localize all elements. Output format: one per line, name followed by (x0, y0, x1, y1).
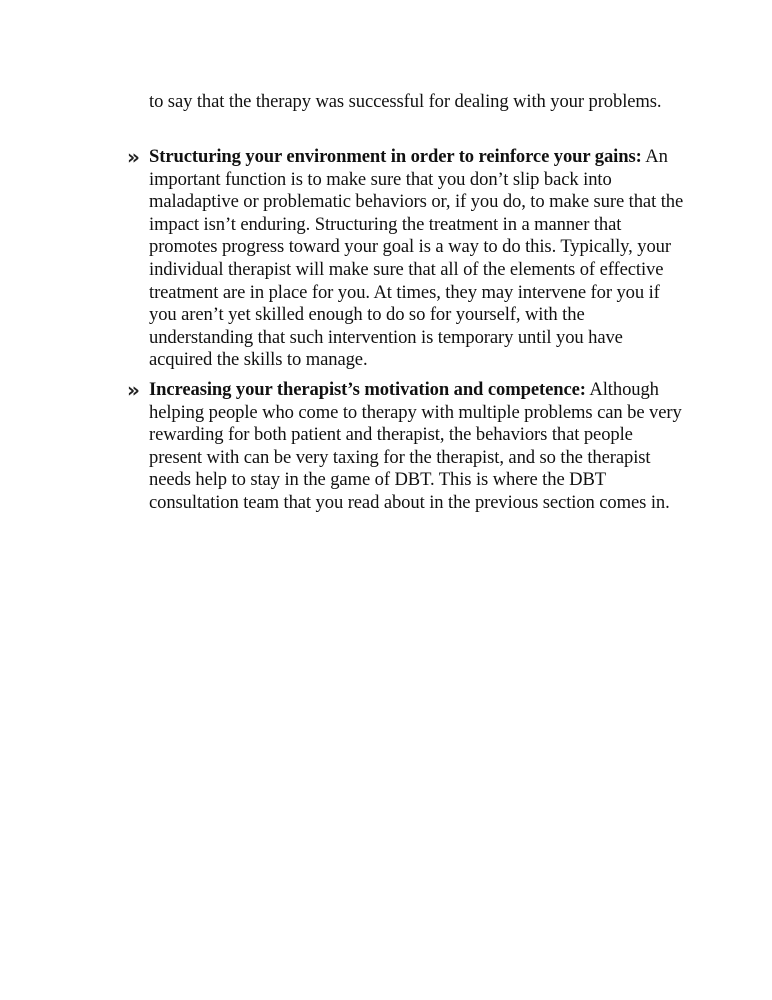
bullet-paragraph (149, 379, 689, 515)
bullet-body: An important function is to make sure that you don’t slip back into maladaptive or problematic behaviors or, if you do, to make sure that the impact isn’t enduring. Structuring the treatment in a manner that promotes progress toward your goal is a way to do this. Typically, your individual therapist will make sure that all of the elements of effective treatment are in place for you. At times, they may intervene for you if you aren’t yet skilled enough to do so for yourself, with the understanding that such intervention is temporary until you have acquired the skills to manage. (149, 146, 684, 371)
double-chevron-icon: » (127, 378, 140, 402)
continuation-paragraph: to say that the therapy was successful for dealing with your problems. (149, 91, 662, 112)
bullet-body: Although helping people who come to therapy with multiple problems can be very rewarding for both patient and therapist, the behaviors that people present with can be very taxing for the therapist, and so the therapist needs help to stay in the game of DBT. This is where the DBT consultation team that you read about in the previous section comes in. (149, 379, 682, 513)
double-chevron-icon: » (127, 145, 140, 169)
bullet-heading: Increasing your therapist’s motivation and competence: (149, 379, 586, 400)
bullet-heading: Structuring your environment in order to reinforce your gains: (149, 146, 642, 167)
bullet-paragraph (149, 146, 689, 372)
